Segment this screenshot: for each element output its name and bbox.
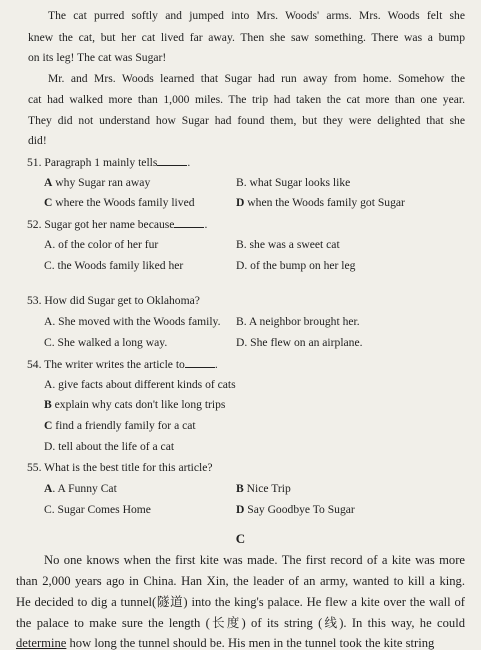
option-55-b: B Nice Trip [236,482,291,495]
question-51: 51. Paragraph 1 mainly tells . [27,156,191,169]
option-53-b: B. A neighbor brought her. [236,315,360,328]
marked-letter: D [236,196,245,209]
option-51-d: D when the Woods family got Sugar [236,196,405,209]
option-54-b: B explain why cats don't like long trips [44,398,226,411]
marked-letter: C [44,196,53,209]
passage-line: No one knows when the first kite was made. The first record of a kite was more [44,553,465,567]
marked-letter: D [236,503,245,516]
option-54-d: D. tell about the life of a cat [44,440,175,453]
section-heading: C [235,531,246,546]
option-55-d: D Say Goodbye To Sugar [236,503,355,516]
passage-line: knew the cat, but her cat lived far away. Then she saw something. There was a bump [28,31,465,44]
option-51-a: A why Sugar ran away [44,176,151,189]
answer-blank [157,155,187,166]
question-54: 54. The writer writes the article to . [27,358,218,371]
option-54-a: A. give facts about different kinds of cats [44,378,236,391]
marked-letter: B [44,398,52,411]
passage-line: did! [28,134,47,147]
passage-line: the palace to make sure the length (长度) of its string (线). In this way, he could [16,616,465,630]
option-51-b: B. what Sugar looks like [236,176,351,189]
marked-letter: A [44,482,53,495]
option-53-c: C. She walked a long way. [44,336,168,349]
answer-blank [185,357,215,368]
option-52-d: D. of the bump on her leg [236,259,356,272]
passage-line: They did not understand how Sugar had found them, but they were delighted that she [28,114,465,127]
passage-line: He decided to dig a tunnel(隧道) into the king's palace. He flew a kite over the wall of [16,595,465,609]
option-52-b: B. she was a sweet cat [236,238,340,251]
option-51-c: C where the Woods family lived [44,196,195,209]
passage-line: cat had walked more than 1,000 miles. The trip had taken the cat more than one year. [28,93,465,106]
underlined-word: determine [16,636,67,650]
passage-line: than 2,000 years ago in China. Han Xin, the leader of an army, wanted to kill a king. [16,574,465,588]
question-52: 52. Sugar got her name because . [27,218,208,231]
option-53-a: A. She moved with the Woods family. [44,315,221,328]
option-52-c: C. the Woods family liked her [44,259,184,272]
option-55-a: A. A Funny Cat [44,482,117,495]
marked-letter: A [44,176,53,189]
question-55: 55. What is the best title for this article? [27,461,213,474]
passage-line: The cat purred softly and jumped into Mrs. Woods' arms. Mrs. Woods felt she [48,9,465,22]
marked-letter: B [236,482,244,495]
question-53: 53. How did Sugar get to Oklahoma? [27,294,200,307]
option-54-c: C find a friendly family for a cat [44,419,196,432]
passage-line: Mr. and Mrs. Woods learned that Sugar had run away from home. Somehow the [48,72,465,85]
passage-line: on its leg! The cat was Sugar! [28,51,167,64]
marked-letter: C [44,419,53,432]
answer-blank [174,217,204,228]
option-55-c: C. Sugar Comes Home [44,503,151,516]
passage-line: determine how long the tunnel should be. His men in the tunnel took the kite string [16,636,435,650]
option-53-d: D. She flew on an airplane. [236,336,363,349]
option-52-a: A. of the color of her fur [44,238,159,251]
